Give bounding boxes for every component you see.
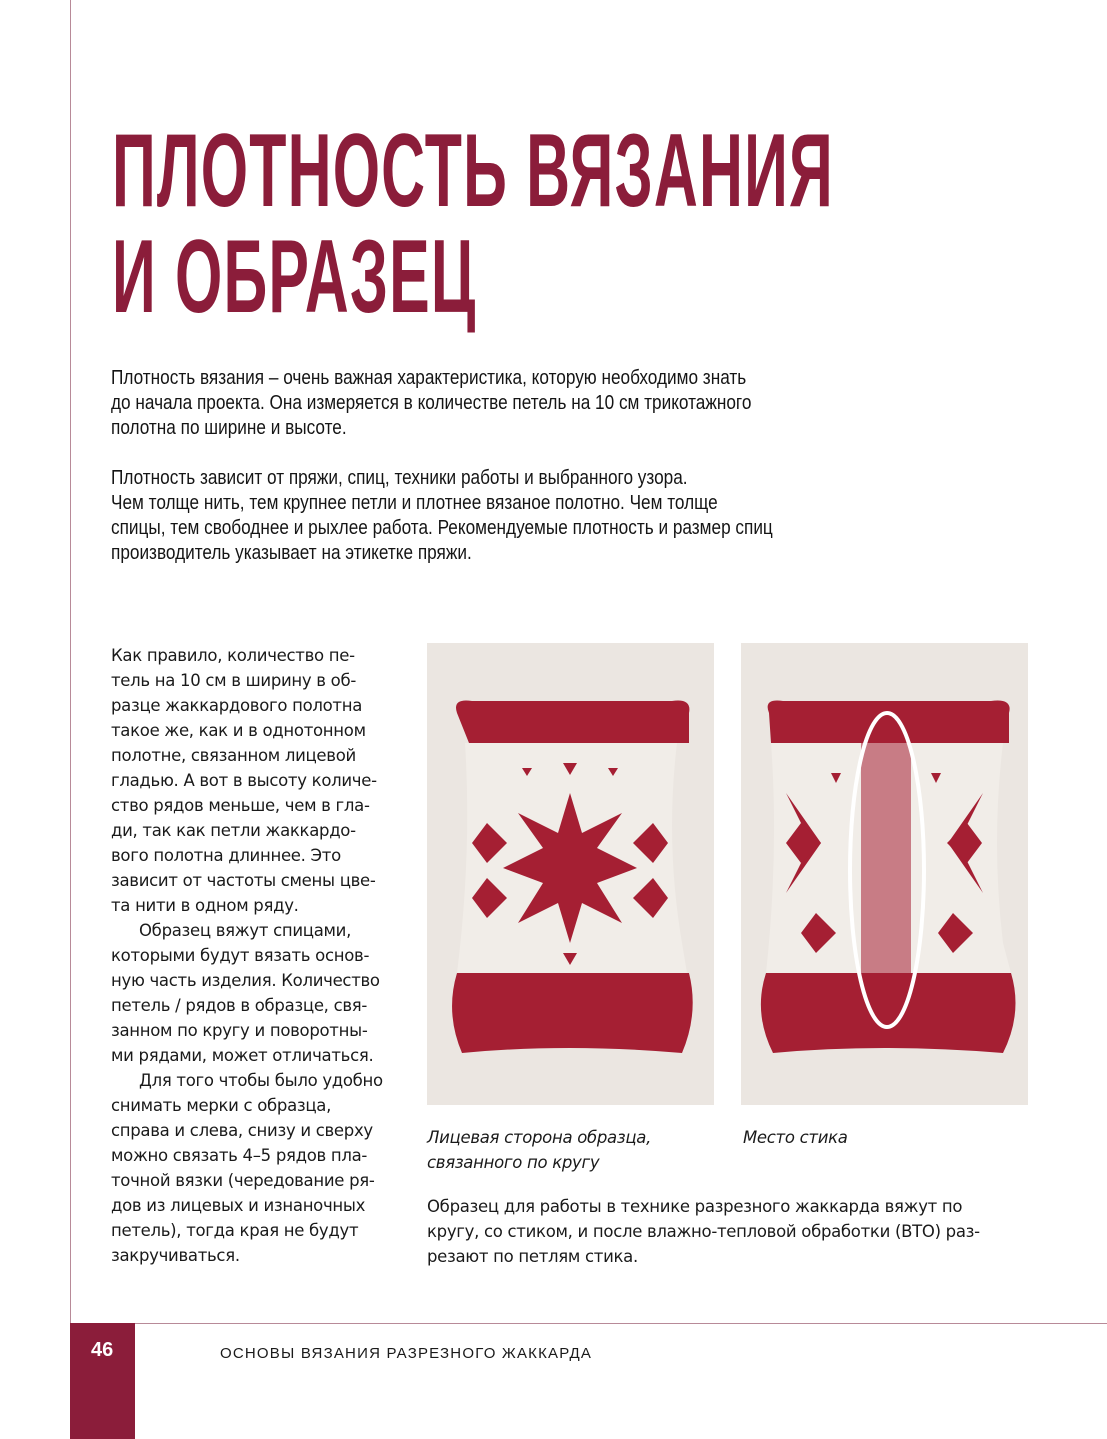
text-line: гладью. А вот в высоту количе-: [111, 771, 377, 790]
caption-front: [427, 1125, 651, 1175]
photo-swatch-steek: [741, 643, 1028, 1105]
text-line: такое же, как и в однотонном: [111, 721, 366, 740]
text-line: петель), тогда края не будут: [111, 1221, 359, 1240]
caption-line: Лицевая сторона образца,: [427, 1128, 652, 1147]
text-line: петель / рядов в образце, свя-: [111, 996, 368, 1015]
knitted-swatch-image: [427, 643, 714, 1105]
caption-line: Место стика: [743, 1128, 848, 1147]
page-title: [112, 113, 834, 335]
text-line: ми рядами, может отличаться.: [111, 1046, 374, 1065]
text-line: Как правило, количество пе-: [111, 646, 355, 665]
text-line: дов из лицевых и изнаночных: [111, 1196, 366, 1215]
text-line: ство рядов меньше, чем в гла-: [111, 796, 370, 815]
text-line: точной вязки (чередование ря-: [111, 1171, 375, 1190]
running-title: ОСНОВЫ ВЯЗАНИЯ РАЗРЕЗНОГО ЖАККАРДА: [220, 1345, 593, 1362]
body-text-column: [111, 643, 383, 1268]
text-line: полотна по ширине и высоте.: [111, 417, 347, 439]
text-line: та нити в одном ряду.: [111, 896, 299, 915]
text-line: занном по кругу и поворотны-: [111, 1021, 368, 1040]
photo-note: [427, 1194, 980, 1269]
text-line: можно связать 4–5 рядов пла-: [111, 1146, 368, 1165]
text-line: Для того чтобы было удобно: [139, 1071, 383, 1090]
footer-rule: [70, 1323, 1107, 1324]
knitted-swatch-image: [741, 643, 1028, 1105]
title-line: И ОБРАЗЕЦ: [112, 219, 477, 335]
text-line: Образец вяжут спицами,: [139, 921, 352, 940]
margin-rule-vertical: [70, 0, 71, 1323]
text-line: резают по петлям стика.: [427, 1247, 638, 1266]
text-line: полотне, связанном лицевой: [111, 746, 356, 765]
text-line: разце жаккардового полотна: [111, 696, 363, 715]
text-line: спицы, тем свободнее и рыхлее работа. Рекомендуемые плотность и размер спиц: [111, 517, 773, 539]
text-line: Плотность зависит от пряжи, спиц, техники работы и выбранного узора.: [111, 467, 688, 489]
text-line: Плотность вязания – очень важная характеристика, которую необходимо знать: [111, 367, 747, 389]
page-number-block: [70, 1323, 135, 1439]
text-line: кругу, со стиком, и после влажно-тепловой обработки (ВТО) раз-: [427, 1222, 980, 1241]
text-line: Чем толще нить, тем крупнее петли и плотнее вязаное полотно. Чем толще: [111, 492, 718, 514]
title-line: ПЛОТНОСТЬ ВЯЗАНИЯ: [112, 113, 834, 229]
caption-line: связанного по кругу: [427, 1153, 600, 1172]
text-line: закручиваться.: [111, 1246, 240, 1265]
text-line: справа и слева, снизу и сверху: [111, 1121, 373, 1140]
intro-paragraph-2: [111, 466, 773, 566]
text-line: которыми будут вязать основ-: [111, 946, 370, 965]
photo-swatch-front: [427, 643, 714, 1105]
text-line: зависит от частоты смены цве-: [111, 871, 376, 890]
text-line: до начала проекта. Она измеряется в количестве петель на 10 см трикотажного: [111, 392, 752, 414]
caption-steek: [743, 1125, 848, 1150]
intro-paragraph-1: [111, 366, 751, 441]
text-line: ди, так как петли жаккардо-: [111, 821, 356, 840]
text-line: ную часть изделия. Количество: [111, 971, 380, 990]
text-line: тель на 10 см в ширину в об-: [111, 671, 357, 690]
page-number: 46: [91, 1339, 114, 1361]
text-line: вого полотна длиннее. Это: [111, 846, 341, 865]
text-line: снимать мерки с образца,: [111, 1096, 332, 1115]
text-line: производитель указывает на этикетке пряжи.: [111, 542, 472, 564]
text-line: Образец для работы в технике разрезного жаккарда вяжут по: [427, 1197, 963, 1216]
